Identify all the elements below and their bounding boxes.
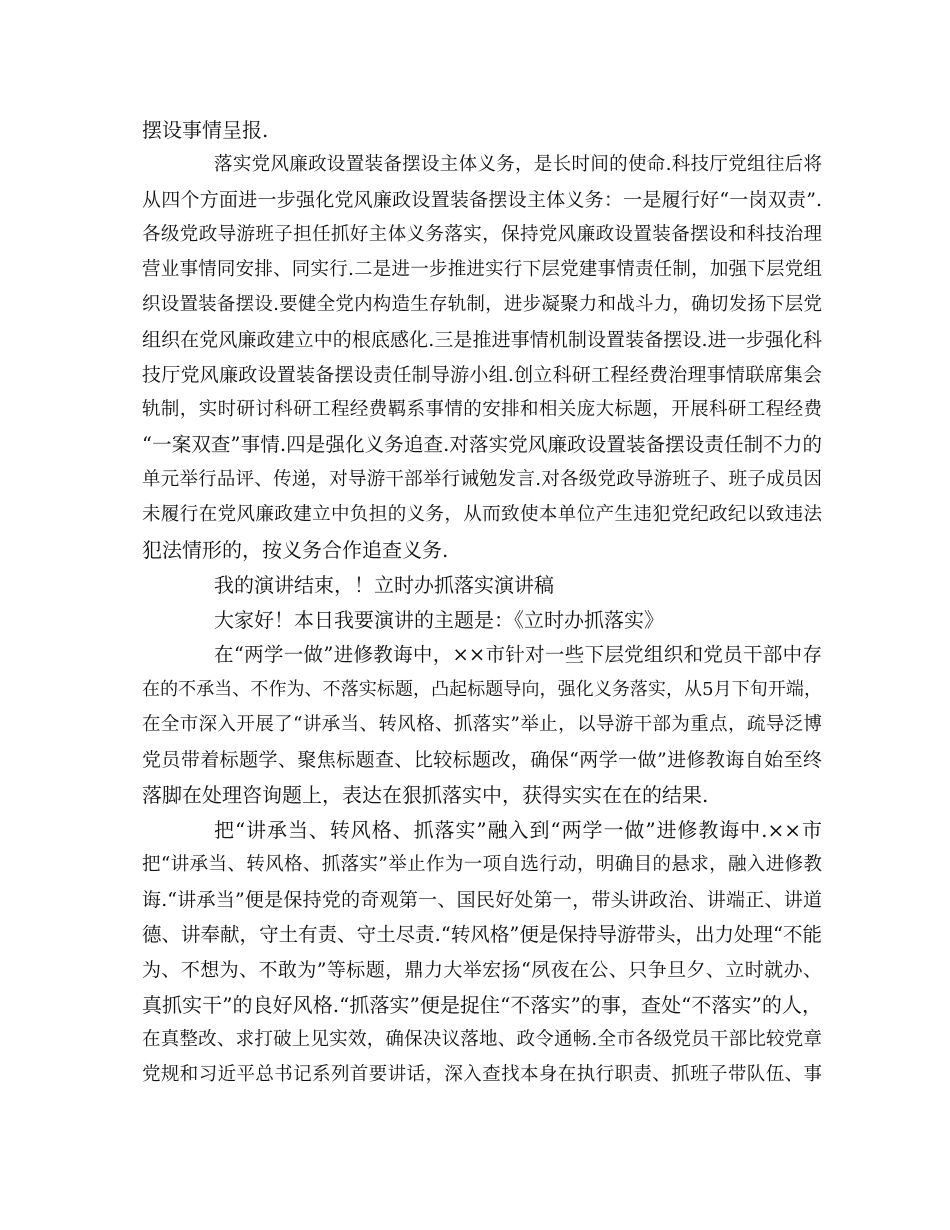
text-line: 真抓实干”的良好风格.“抓落实”便是捉住“不落实”的事，查处“不落实”的人， [142,993,822,1017]
text-line: 在的不承当、不作为、不落实标题，凸起标题导向，强化义务落实，从5月下旬开端， [142,679,822,700]
text-line: 未履行在党风廉政建立中负担的义务，从而致使本单位产生违犯党纪政纪以致违法 [142,504,822,525]
text-line: 为、不想为、不敢为”等标题，鼎力大举宏扬“夙夜在公、只争旦夕、立时就办、 [142,959,822,981]
text-line: 在全市深入开展了“讲承当、转风格、抓落实”举止，以导游干部为重点，疏导泛博 [142,714,822,735]
text-line: 诲.“讲承当”便是保持党的奇观第一、国民好处第一，带头讲政治、讲端正、讲道 [142,889,822,911]
speech-opening: 大家好！本日我要演讲的主题是：《立时办抓落实》 [214,608,664,632]
text-line: 组织在党风廉政建立中的根底感化.三是推进事情机制设置装备摆设.进一步强化科 [142,329,822,351]
text-line: 犯法情形的，按义务合作追查义务. [142,538,449,562]
paragraph-first-line: 落实党风廉政设置装备摆设主体义务，是长时间的使命.科技厅党组往后将 [214,154,822,175]
text-line: 在真整改、求打破上见实效，确保决议落地、政令通畅.全市各级党员干部比较党章 [142,1029,822,1050]
text-line: 党员带着标题学、聚焦标题查、比较标题改，确保“两学一做”进修教诲自始至终 [142,749,822,771]
text-line: 织设置装备摆设.要健全党内构造生存轨制，进步凝聚力和战斗力，确切发扬下层党 [142,294,822,315]
text-line: 摆设事情呈报. [142,118,269,142]
text-line: 从四个方面进一步强化党风廉政设置装备摆设主体义务：一是履行好“一岗双责”. [142,189,822,211]
text-line: “一案双查”事情.四是强化义务追查.对落实党风廉政设置装备摆设责任制不力的 [142,433,822,456]
text-line: 技厅党风廉政设置装备摆设责任制导游小组.创立科研工程经费治理事情联席集会 [142,364,822,386]
text-line: 各级党政导游班子担任抓好主体义务落实，保持党风廉政设置装备摆设和科技治理 [142,224,822,245]
text-line: 单元举行品评、传递，对导游干部举行诫勉发言.对各级党政导游班子、班子成员因 [142,469,822,490]
closing-line: 我的演讲结束，！立时办抓落实演讲稿 [214,573,554,597]
text-line: 把“讲承当、转风格、抓落实”举止作为一项自选行动，明确目的悬求，融入进修教 [142,854,822,875]
paragraph-first-line: 把“讲承当、转风格、抓落实”融入到“两学一做”进修教诲中.××市 [214,818,822,842]
text-line: 德、讲奉献，守土有责、守土尽责.“转风格”便是保持导游带头，出力处理“不能 [142,923,822,946]
text-line: 落脚在处理咨询题上，表达在狠抓落实中，获得实实在在的结果. [142,783,709,807]
paragraph-first-line: 在“两学一做”进修教诲中，××市针对一些下层党组织和党员干部中存 [214,643,822,666]
text-line: 轨制，实时研讨科研工程经费羁系事情的安排和相关庞大标题，开展科研工程经费 [142,399,822,420]
text-line: 党规和习近平总书记系列首要讲话，深入查找本身在执行职责、抓班子带队伍、事 [142,1064,822,1085]
text-line: 营业事情同安排、同实行.二是进一步推进实行下层党建事情责任制，加强下层党组 [142,259,822,280]
